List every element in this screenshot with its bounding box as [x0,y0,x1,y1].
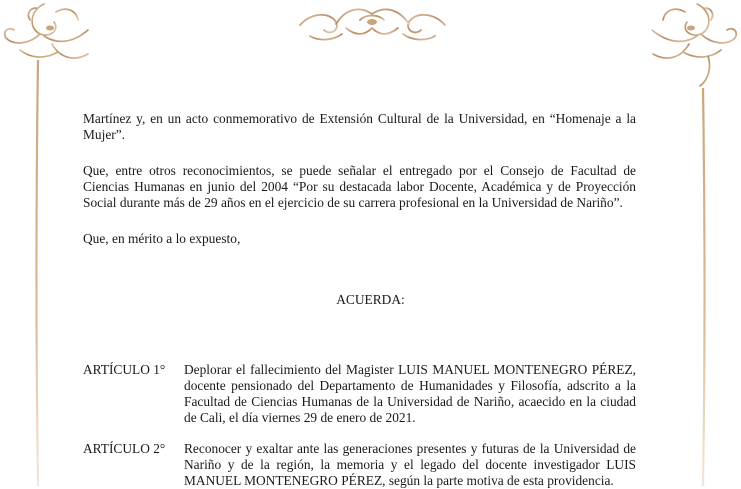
right-border [703,88,705,486]
top-left-corner-flourish [5,4,88,58]
article-1-label: ARTÍCULO 1° [83,362,166,377]
article-2-label: ARTÍCULO 2° [83,441,166,456]
article-2-text: Reconocer y exaltar ante las generaciones presentes y futuras de la Universidad de Nariño y de la región, la memoria y el legado del docente investigador LUIS MANUEL MONTENEGRO PÉREZ, según la parte motiva de esta providencia. [184,441,636,488]
paragraph-homenaje: Martínez y, en un acto conmemorativo de Extensión Cultural de la Universidad, en “Homenaje a la Mujer”. [83,111,636,142]
top-center-flourish [300,9,445,39]
article-1-text: Deplorar el fallecimiento del Magister LUIS MANUEL MONTENEGRO PÉREZ, docente pensionado del Departamento de Humanidades y Filosofía, adscrito a la Facultad de Ciencias Humanas de la Universidad de Nariño, acaecido en la ciudad de Cali, el día viernes 29 de enero de 2021. [184,362,636,425]
paragraph-merito: Que, en mérito a lo expuesto, [83,231,241,246]
acuerda-heading: ACUERDA: [336,292,405,307]
left-border [37,60,39,486]
paragraph-reconocimientos: Que, entre otros reconocimientos, se puede señalar el entregado por el Consejo de Facultad de Ciencias Humanas en junio del 2004 “Por su destacada labor Docente, Académica y de Proyección Social durante más de 29 años en el ejercicio de su carrera profesional en la Universidad de Nariño”. [83,163,636,210]
top-right-corner-flourish [652,4,736,86]
